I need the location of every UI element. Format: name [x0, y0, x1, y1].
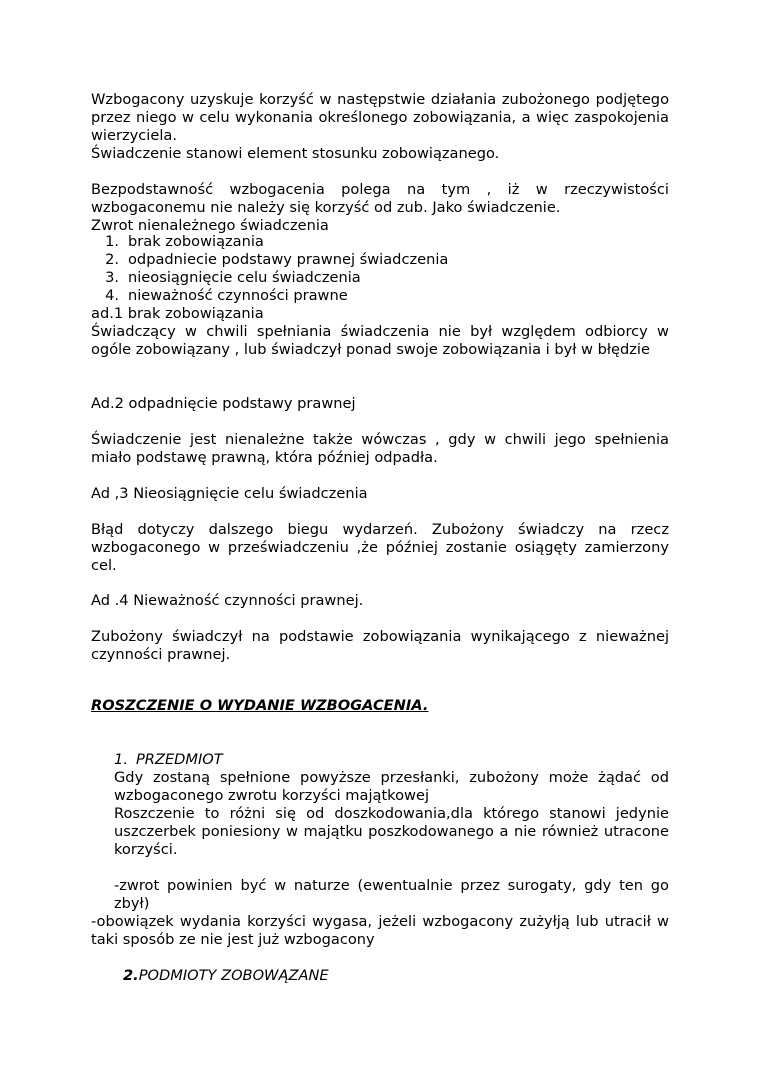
ad2-title: Ad.2 odpadnięcie podstawy prawnej	[91, 395, 356, 412]
list-item-text: nieważność czynności prawne	[128, 287, 348, 304]
list-item	[91, 287, 448, 305]
ad3-title: Ad ,3 Nieosiągnięcie celu świadczenia	[91, 485, 368, 502]
ad1-text: Świadczący w chwili spełniania świadczenia nie był względem odbiorcy w ogóle zobowiązany , lub świadczył ponad swoje zobowiązania i był w błędzie	[91, 323, 669, 358]
subsection-1-label: PRZEDMIOT	[136, 751, 223, 768]
ad1-title: ad.1 brak zobowiązania	[91, 305, 264, 322]
list-item	[91, 233, 448, 251]
ad4-title: Ad .4 Nieważność czynności prawnej.	[91, 592, 364, 609]
list-item	[91, 251, 448, 269]
paragraph-performance-element: Świadczenie stanowi element stosunku zobowiązanego.	[91, 145, 500, 162]
list-item	[91, 269, 448, 287]
ad3-text: Błąd dotyczy dalszego biegu wydarzeń. Zubożony świadczy na rzecz wzbogaconego w przeświadczeniu ,że później zostanie osiągęty zamierzony cel.	[91, 521, 669, 574]
subsection-1-paragraph-4: -obowiązek wydania korzyści wygasa, jeżeli wzbogacony zużyłją lub utracił w taki sposób ze nie jest już wzbogacony	[91, 913, 669, 948]
list-item-number: 4.	[105, 287, 119, 304]
list-item-number: 3.	[105, 269, 119, 286]
subsection-1-paragraph-3: -zwrot powinien być w naturze (ewentualnie przez surogaty, gdy ten go zbył)	[114, 877, 669, 912]
subsection-1-title	[114, 751, 223, 769]
ad4-text: Zubożony świadczył na podstawie zobowiązania wynikającego z nieważnej czynności prawnej.	[91, 628, 669, 663]
subsection-2-title	[123, 967, 329, 985]
list-item-number: 2.	[105, 251, 119, 268]
paragraph-undue-performance-title: Zwrot nienależnego świadczenia	[91, 217, 329, 234]
section-heading: ROSZCZENIE O WYDANIE WZBOGACENIA.	[91, 697, 429, 714]
paragraph-enrichment-benefit: Wzbogacony uzyskuje korzyść w następstwie działania zubożonego podjętego przez niego w celu wykonania określonego zobowiązania, a więc zaspokojenia wierzyciela.	[91, 91, 669, 144]
list-item-text: brak zobowiązania	[128, 233, 264, 250]
undue-performance-list	[91, 233, 448, 305]
subsection-2-number: 2.	[123, 967, 139, 984]
subsection-2-label: PODMIOTY ZOBOWĄZANE	[138, 967, 329, 984]
list-item-number: 1.	[105, 233, 119, 250]
list-item-text: odpadniecie podstawy prawnej świadczenia	[128, 251, 449, 268]
list-item-text: nieosiągnięcie celu świadczenia	[128, 269, 361, 286]
subsection-1-paragraph-2: Roszczenie to różni się od doszkodowania,dla którego stanowi jedynie uszczerbek poniesiony w majątku poszkodowanego a nie również utracone korzyści.	[114, 805, 669, 858]
subsection-1-paragraph-1: Gdy zostaną spełnione powyższe przesłanki, zubożony może żądać od wzbogaconego zwrotu korzyści majątkowej	[114, 769, 669, 804]
subsection-1-number: 1.	[114, 751, 128, 768]
ad2-text: Świadczenie jest nienależne także wówczas , gdy w chwili jego spełnienia miało podstawę prawną, która później odpadła.	[91, 431, 669, 466]
paragraph-groundlessness: Bezpodstawność wzbogacenia polega na tym , iż w rzeczywistości wzbogaconemu nie należy się korzyść od zub. Jako świadczenie.	[91, 181, 669, 216]
